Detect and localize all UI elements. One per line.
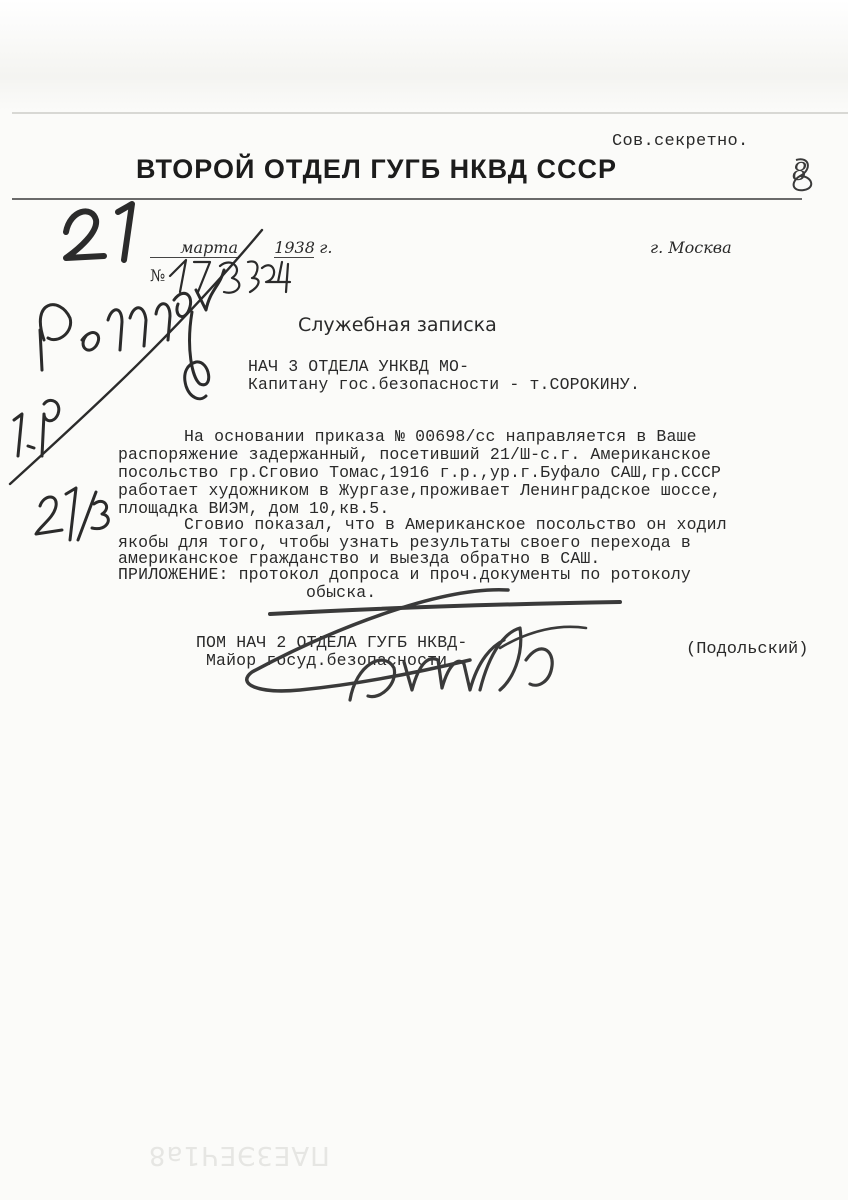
body-line: На основании приказа № 00698/сс направляется в Ваше [184,427,697,446]
initials-mark [185,312,209,399]
date-year: 1938 [274,238,315,257]
resolution-date [36,488,108,540]
date-year-suffix: г. [319,238,333,257]
document-title: Служебная записка [298,314,497,336]
page-number: 8 [792,158,808,186]
body-line: посольство гр.Сговио Томас,1916 г.р.,ур.г.Буфало САШ,гр.СССР [118,463,722,482]
signatory-name: (Подольский) [686,640,809,659]
handwritten-number [170,260,290,293]
date-month: марта [150,238,238,258]
signature-line-1: ПОМ НАЧ 2 ОТДЕЛА ГУГБ НКВД- [196,633,468,652]
classification-mark: Сов.секретно. [612,132,749,151]
body-line: Сговио показал, что в Американское посольство он ходил [184,515,727,534]
city: г. Москва [650,238,732,257]
resolution-strike-line [10,230,262,484]
signature-strike [270,602,620,614]
handwritten-page-eight [794,159,812,190]
body-line: площадка ВИЭМ, дом 10,кв.5. [118,499,390,518]
resolution-script [40,270,224,370]
doc-number-label: № [150,266,166,285]
resolution-initial [14,400,59,456]
addressee-line-2: Капитану гос.безопасности - т.СОРОКИНУ. [248,375,641,394]
back-bleed-stamp: ПАЕ3ЭЕЧ1а8 [148,1140,330,1170]
attachment-line: обыска. [306,583,377,602]
handwritten-day-21 [66,211,104,258]
body-line: распоряжение задержанный, посетивший 21/Ш-с.г. Американское [118,445,712,464]
department-heading: ВТОРОЙ ОТДЕЛ ГУГБ НКВД СССР [136,154,618,184]
body-line: якобы для того, чтобы узнать результаты своего перехода в [118,533,691,552]
handwritten-day-21-one [118,204,132,260]
signature-line-2: Майор госуд.безопасности [206,651,448,670]
body-line: работает художником в Жургазе,проживает Ленинградское шоссе, [118,481,722,500]
body-line: американское гражданство и выезда обратно в САШ. [118,549,601,568]
addressee-line-1: НАЧ 3 ОТДЕЛА УНКВД МО- [248,357,470,376]
attachment-line: ПРИЛОЖЕНИЕ: протокол допроса и проч.документы по ротоколу [118,565,691,584]
